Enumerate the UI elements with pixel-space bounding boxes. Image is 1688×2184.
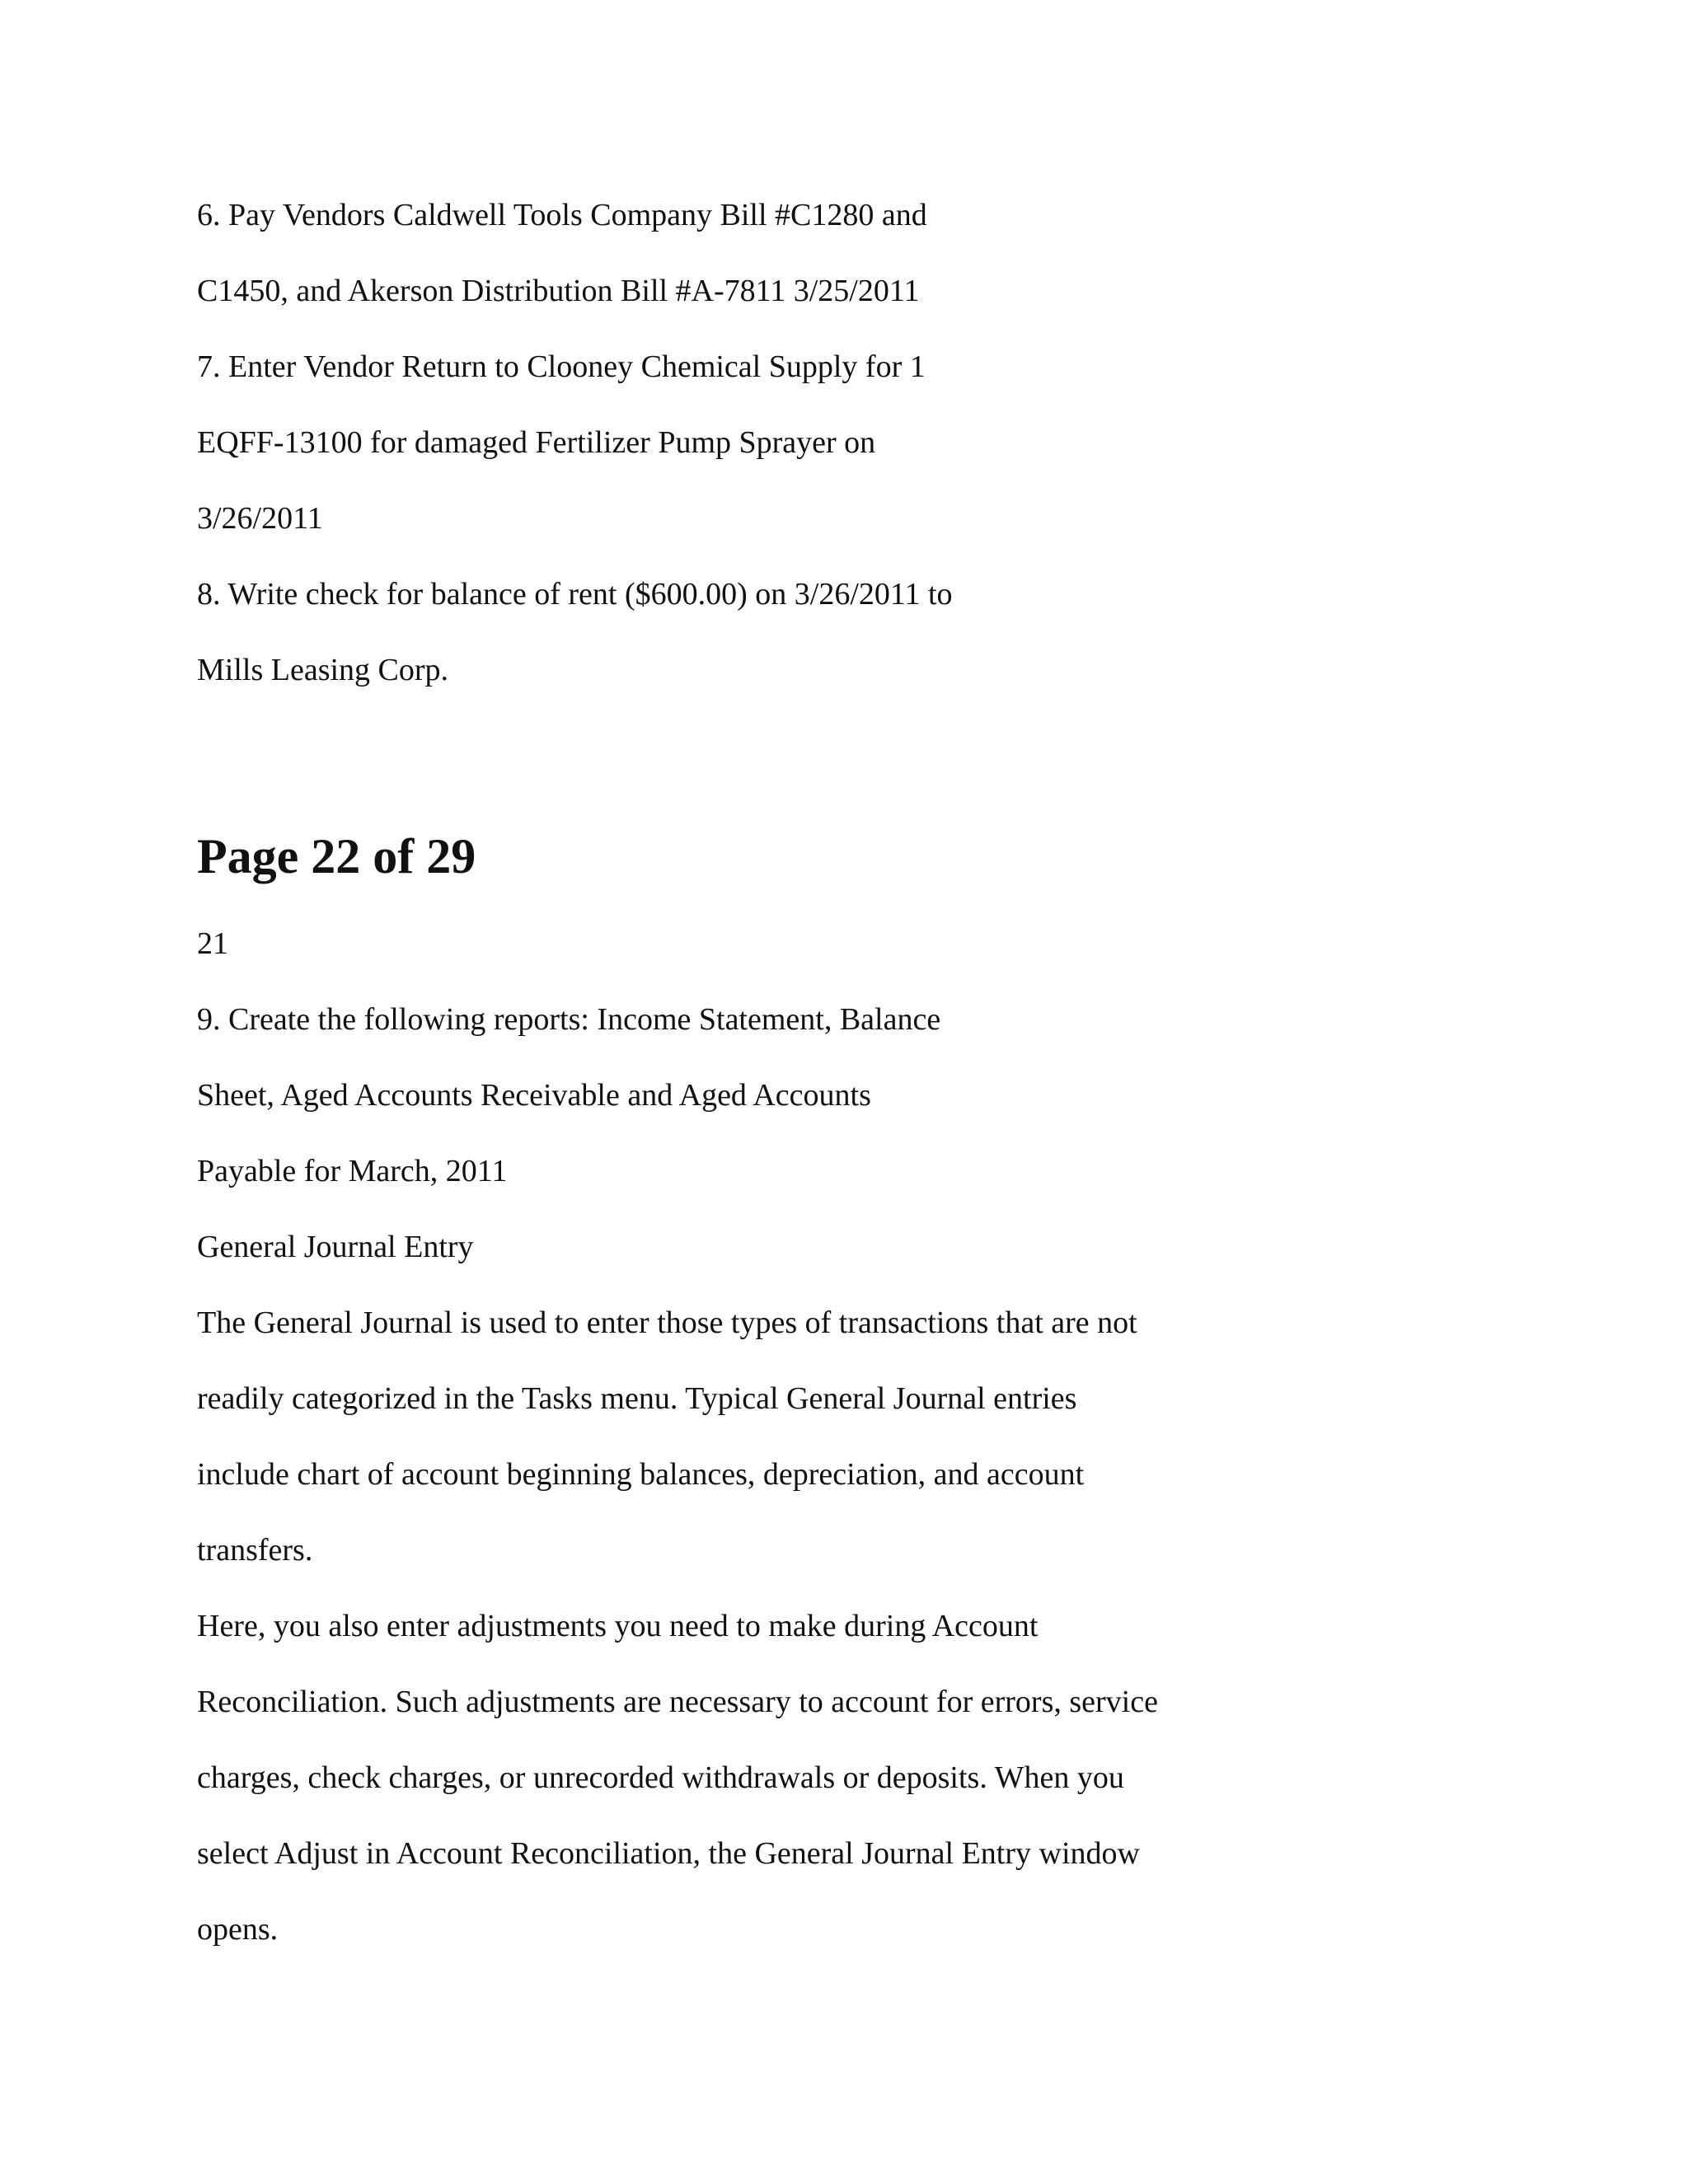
text-line: select Adjust in Account Reconciliation, the General Journal Entry window: [197, 1836, 1140, 1871]
text-line: 9. Create the following reports: Income Statement, Balance: [197, 1002, 941, 1037]
text-line: The General Journal is used to enter those types of transactions that are not: [197, 1305, 1137, 1340]
text-line: 3/26/2011: [197, 501, 323, 536]
text-line: Payable for March, 2011: [197, 1154, 508, 1188]
text-line: opens.: [197, 1912, 279, 1947]
text-line: Mills Leasing Corp.: [197, 653, 449, 687]
text-line: EQFF-13100 for damaged Fertilizer Pump Sprayer on: [197, 425, 876, 460]
text-line: readily categorized in the Tasks menu. Typical General Journal entries: [197, 1381, 1077, 1416]
page-number: 21: [197, 926, 228, 961]
text-line: Sheet, Aged Accounts Receivable and Aged Accounts: [197, 1078, 871, 1113]
text-line: 7. Enter Vendor Return to Clooney Chemical Supply for 1: [197, 349, 926, 384]
text-line: transfers.: [197, 1533, 313, 1568]
text-line: C1450, and Akerson Distribution Bill #A-7811 3/25/2011: [197, 274, 920, 308]
text-line: include chart of account beginning balances, depreciation, and account: [197, 1457, 1085, 1492]
page-heading: Page 22 of 29: [197, 829, 476, 883]
text-line: 6. Pay Vendors Caldwell Tools Company Bill #C1280 and: [197, 198, 927, 232]
text-line: Reconciliation. Such adjustments are necessary to account for errors, service: [197, 1685, 1158, 1719]
section-title: General Journal Entry: [197, 1230, 474, 1264]
text-line: 8. Write check for balance of rent ($600.00) on 3/26/2011 to: [197, 577, 953, 612]
text-line: charges, check charges, or unrecorded withdrawals or deposits. When you: [197, 1760, 1124, 1795]
text-line: Here, you also enter adjustments you need to make during Account: [197, 1609, 1039, 1643]
